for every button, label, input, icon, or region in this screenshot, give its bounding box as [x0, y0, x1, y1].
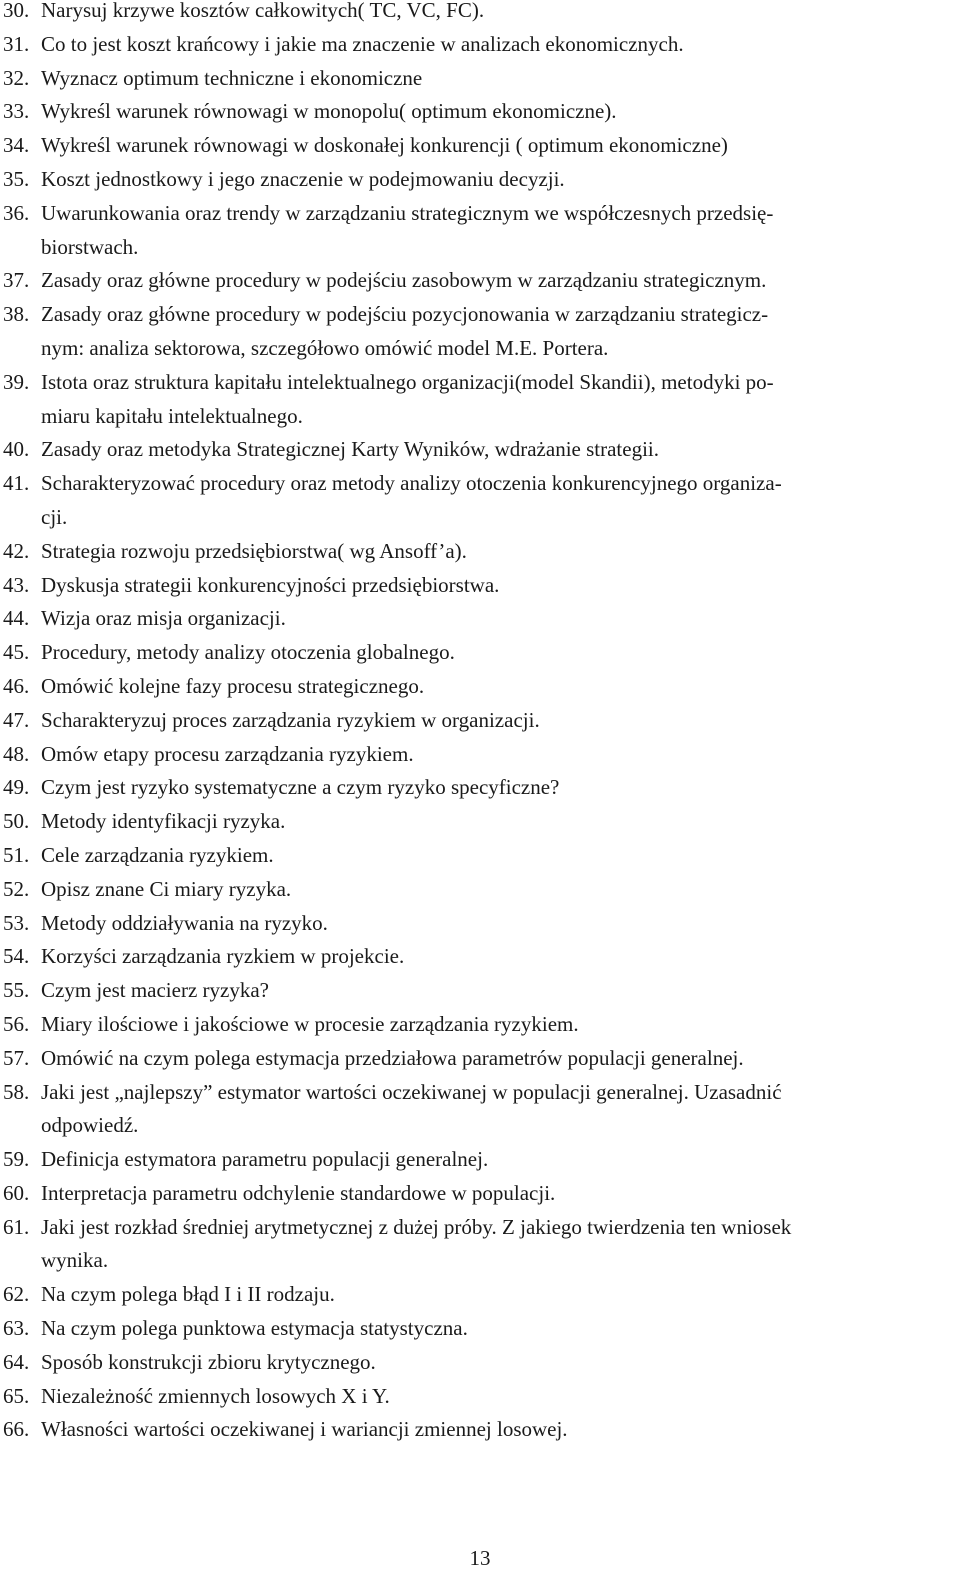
list-item [0, 1278, 958, 1312]
list-item [0, 1177, 958, 1211]
item-number: 54. [3, 944, 30, 969]
list-item [0, 704, 958, 738]
item-text-line: Na czym polega błąd I i II rodzaju. [41, 1282, 335, 1307]
item-text-line: Opisz znane Ci miary ryzyka. [41, 876, 292, 901]
item-text [41, 1380, 958, 1414]
item-text-line: Wyznacz optimum techniczne i ekonomiczne [41, 65, 423, 90]
item-text [41, 704, 958, 738]
item-text-line: cji. [41, 504, 68, 529]
list-item [0, 974, 958, 1008]
list-item [0, 1413, 958, 1447]
item-text-line: Metody oddziaływania na ryzyko. [41, 910, 328, 935]
item-text [41, 264, 958, 298]
item-text-line: Zasady oraz główne procedury w podejściu pozycjonowania w zarządzaniu strategicz- [41, 302, 769, 327]
item-number: 44. [3, 606, 30, 631]
item-text [41, 738, 958, 772]
item-text-line: Zasady oraz metodyka Strategicznej Karty Wyników, wdrażanie strategii. [41, 437, 660, 462]
list-item [0, 467, 958, 535]
item-number: 46. [3, 673, 30, 698]
item-text-line: Czym jest ryzyko systematyczne a czym ryzyko specyficzne? [41, 775, 560, 800]
item-text-line: wynika. [41, 1248, 109, 1273]
item-text [41, 163, 958, 197]
item-number: 30. [3, 0, 30, 22]
item-text [41, 1278, 958, 1312]
item-text-line: Strategia rozwoju przedsiębiorstwa( wg Ansoff’a). [41, 538, 467, 563]
item-number: 35. [3, 166, 30, 191]
item-text-line: Cele zarządzania ryzykiem. [41, 842, 274, 867]
item-number: 39. [3, 369, 30, 394]
item-text [41, 1042, 958, 1076]
item-text-line: biorstwach. [41, 234, 139, 259]
item-text [41, 366, 958, 434]
list-item [0, 771, 958, 805]
item-number: 56. [3, 1011, 30, 1036]
item-text-line: Omówić kolejne fazy procesu strategicznego. [41, 673, 425, 698]
list-item [0, 433, 958, 467]
item-number: 31. [3, 31, 30, 56]
item-text [41, 974, 958, 1008]
list-item [0, 1076, 958, 1144]
item-text-line: Metody identyfikacji ryzyka. [41, 809, 286, 834]
item-text-line: odpowiedź. [41, 1113, 139, 1138]
item-text-line: Jaki jest rozkład średniej arytmetycznej z dużej próby. Z jakiego twierdzenia ten wniosek [41, 1214, 792, 1239]
list-item [0, 0, 958, 28]
item-number: 42. [3, 538, 30, 563]
list-item [0, 1211, 958, 1279]
list-item [0, 1312, 958, 1346]
item-text-line: Wykreśl warunek równowagi w monopolu( optimum ekonomiczne). [41, 99, 617, 124]
item-text [41, 569, 958, 603]
item-text-line: Korzyści zarządzania ryzkiem w projekcie. [41, 944, 405, 969]
item-text [41, 1211, 958, 1279]
item-text [41, 1076, 958, 1144]
list-item [0, 197, 958, 265]
item-number: 48. [3, 741, 30, 766]
item-text [41, 805, 958, 839]
item-text-line: Scharakteryzuj proces zarządzania ryzykiem w organizacji. [41, 707, 540, 732]
item-text-line: Scharakteryzować procedury oraz metody analizy otoczenia konkurencyjnego organiza- [41, 471, 782, 496]
item-text-line: Jaki jest „najlepszy” estymator wartości oczekiwanej w populacji generalnej. Uzasadnić [41, 1079, 782, 1104]
item-text [41, 298, 958, 366]
list-item [0, 1346, 958, 1380]
item-number: 55. [3, 978, 30, 1003]
item-text [41, 602, 958, 636]
item-text [41, 1312, 958, 1346]
list-item [0, 805, 958, 839]
item-number: 50. [3, 809, 30, 834]
item-number: 64. [3, 1349, 30, 1374]
item-number: 59. [3, 1147, 30, 1172]
item-number: 40. [3, 437, 30, 462]
item-text [41, 839, 958, 873]
item-number: 41. [3, 471, 30, 496]
item-number: 38. [3, 302, 30, 327]
item-text [41, 771, 958, 805]
item-text [41, 670, 958, 704]
item-text [41, 95, 958, 129]
item-number: 43. [3, 572, 30, 597]
item-text-line: Miary ilościowe i jakościowe w procesie zarządzania ryzykiem. [41, 1011, 579, 1036]
item-number: 47. [3, 707, 30, 732]
list-item [0, 670, 958, 704]
item-text-line: Dyskusja strategii konkurencyjności przedsiębiorstwa. [41, 572, 500, 597]
list-item [0, 569, 958, 603]
item-number: 32. [3, 65, 30, 90]
item-text [41, 535, 958, 569]
list-item [0, 129, 958, 163]
item-number: 60. [3, 1180, 30, 1205]
list-item [0, 839, 958, 873]
list-item [0, 366, 958, 434]
item-text [41, 467, 958, 535]
list-item [0, 62, 958, 96]
item-text-line: Uwarunkowania oraz trendy w zarządzaniu strategicznym we współczesnych przedsię- [41, 200, 774, 225]
item-text [41, 873, 958, 907]
item-text-line: Definicja estymatora parametru populacji generalnej. [41, 1147, 489, 1172]
item-text [41, 1008, 958, 1042]
item-text [41, 907, 958, 941]
item-text [41, 940, 958, 974]
item-text [41, 1346, 958, 1380]
item-number: 53. [3, 910, 30, 935]
page-number: 13 [469, 1546, 491, 1570]
list-item [0, 873, 958, 907]
list-item [0, 738, 958, 772]
item-text [41, 129, 958, 163]
item-number: 49. [3, 775, 30, 800]
item-number: 37. [3, 268, 30, 293]
item-number: 52. [3, 876, 30, 901]
item-text-line: Narysuj krzywe kosztów całkowitych( TC, VC, FC). [41, 0, 485, 22]
item-text-line: Zasady oraz główne procedury w podejściu zasobowym w zarządzaniu strategicznym. [41, 268, 767, 293]
item-number: 57. [3, 1045, 30, 1070]
item-text [41, 1143, 958, 1177]
item-number: 62. [3, 1282, 30, 1307]
item-number: 66. [3, 1417, 30, 1442]
item-number: 58. [3, 1079, 30, 1104]
item-text-line: Sposób konstrukcji zbioru krytycznego. [41, 1349, 376, 1374]
item-text [41, 62, 958, 96]
list-item [0, 535, 958, 569]
item-number: 51. [3, 842, 30, 867]
list-item [0, 1008, 958, 1042]
item-text-line: Własności wartości oczekiwanej i wariancji zmiennej losowej. [41, 1417, 568, 1442]
list-item [0, 602, 958, 636]
item-text-line: Wizja oraz misja organizacji. [41, 606, 286, 631]
list-item [0, 163, 958, 197]
item-text-line: Niezależność zmiennych losowych X i Y. [41, 1383, 390, 1408]
item-text-line: Wykreśl warunek równowagi w doskonałej konkurencji ( optimum ekonomiczne) [41, 133, 728, 158]
list-item [0, 1042, 958, 1076]
item-text-line: Omów etapy procesu zarządzania ryzykiem. [41, 741, 414, 766]
list-item [0, 264, 958, 298]
item-text-line: Czym jest macierz ryzyka? [41, 978, 269, 1003]
item-text [41, 0, 958, 28]
item-text-line: Na czym polega punktowa estymacja statystyczna. [41, 1316, 468, 1341]
item-text [41, 1413, 958, 1447]
item-text-line: Co to jest koszt krańcowy i jakie ma znaczenie w analizach ekonomicznych. [41, 31, 684, 56]
item-number: 65. [3, 1383, 30, 1408]
item-number: 63. [3, 1316, 30, 1341]
item-text-line: Istota oraz struktura kapitału intelektualnego organizacji(model Skandii), metodyki po- [41, 369, 774, 394]
item-text-line: Omówić na czym polega estymacja przedziałowa parametrów populacji generalnej. [41, 1045, 744, 1070]
item-text-line: Interpretacja parametru odchylenie standardowe w populacji. [41, 1180, 556, 1205]
item-text-line: Procedury, metody analizy otoczenia globalnego. [41, 640, 455, 665]
item-text [41, 636, 958, 670]
list-item [0, 907, 958, 941]
item-number: 61. [3, 1214, 30, 1239]
item-number: 33. [3, 99, 30, 124]
item-number: 45. [3, 640, 30, 665]
item-text [41, 1177, 958, 1211]
list-item [0, 95, 958, 129]
list-item [0, 1143, 958, 1177]
item-text [41, 433, 958, 467]
item-text-line: Koszt jednostkowy i jego znaczenie w podejmowaniu decyzji. [41, 166, 565, 191]
item-text-line: miaru kapitału intelektualnego. [41, 403, 303, 428]
item-text [41, 197, 958, 265]
list-item [0, 1380, 958, 1414]
item-number: 34. [3, 133, 30, 158]
list-item [0, 636, 958, 670]
list-item [0, 298, 958, 366]
list-item [0, 940, 958, 974]
item-text [41, 28, 958, 62]
list-item [0, 28, 958, 62]
item-number: 36. [3, 200, 30, 225]
item-text-line: nym: analiza sektorowa, szczegółowo omówić model M.E. Portera. [41, 335, 609, 360]
